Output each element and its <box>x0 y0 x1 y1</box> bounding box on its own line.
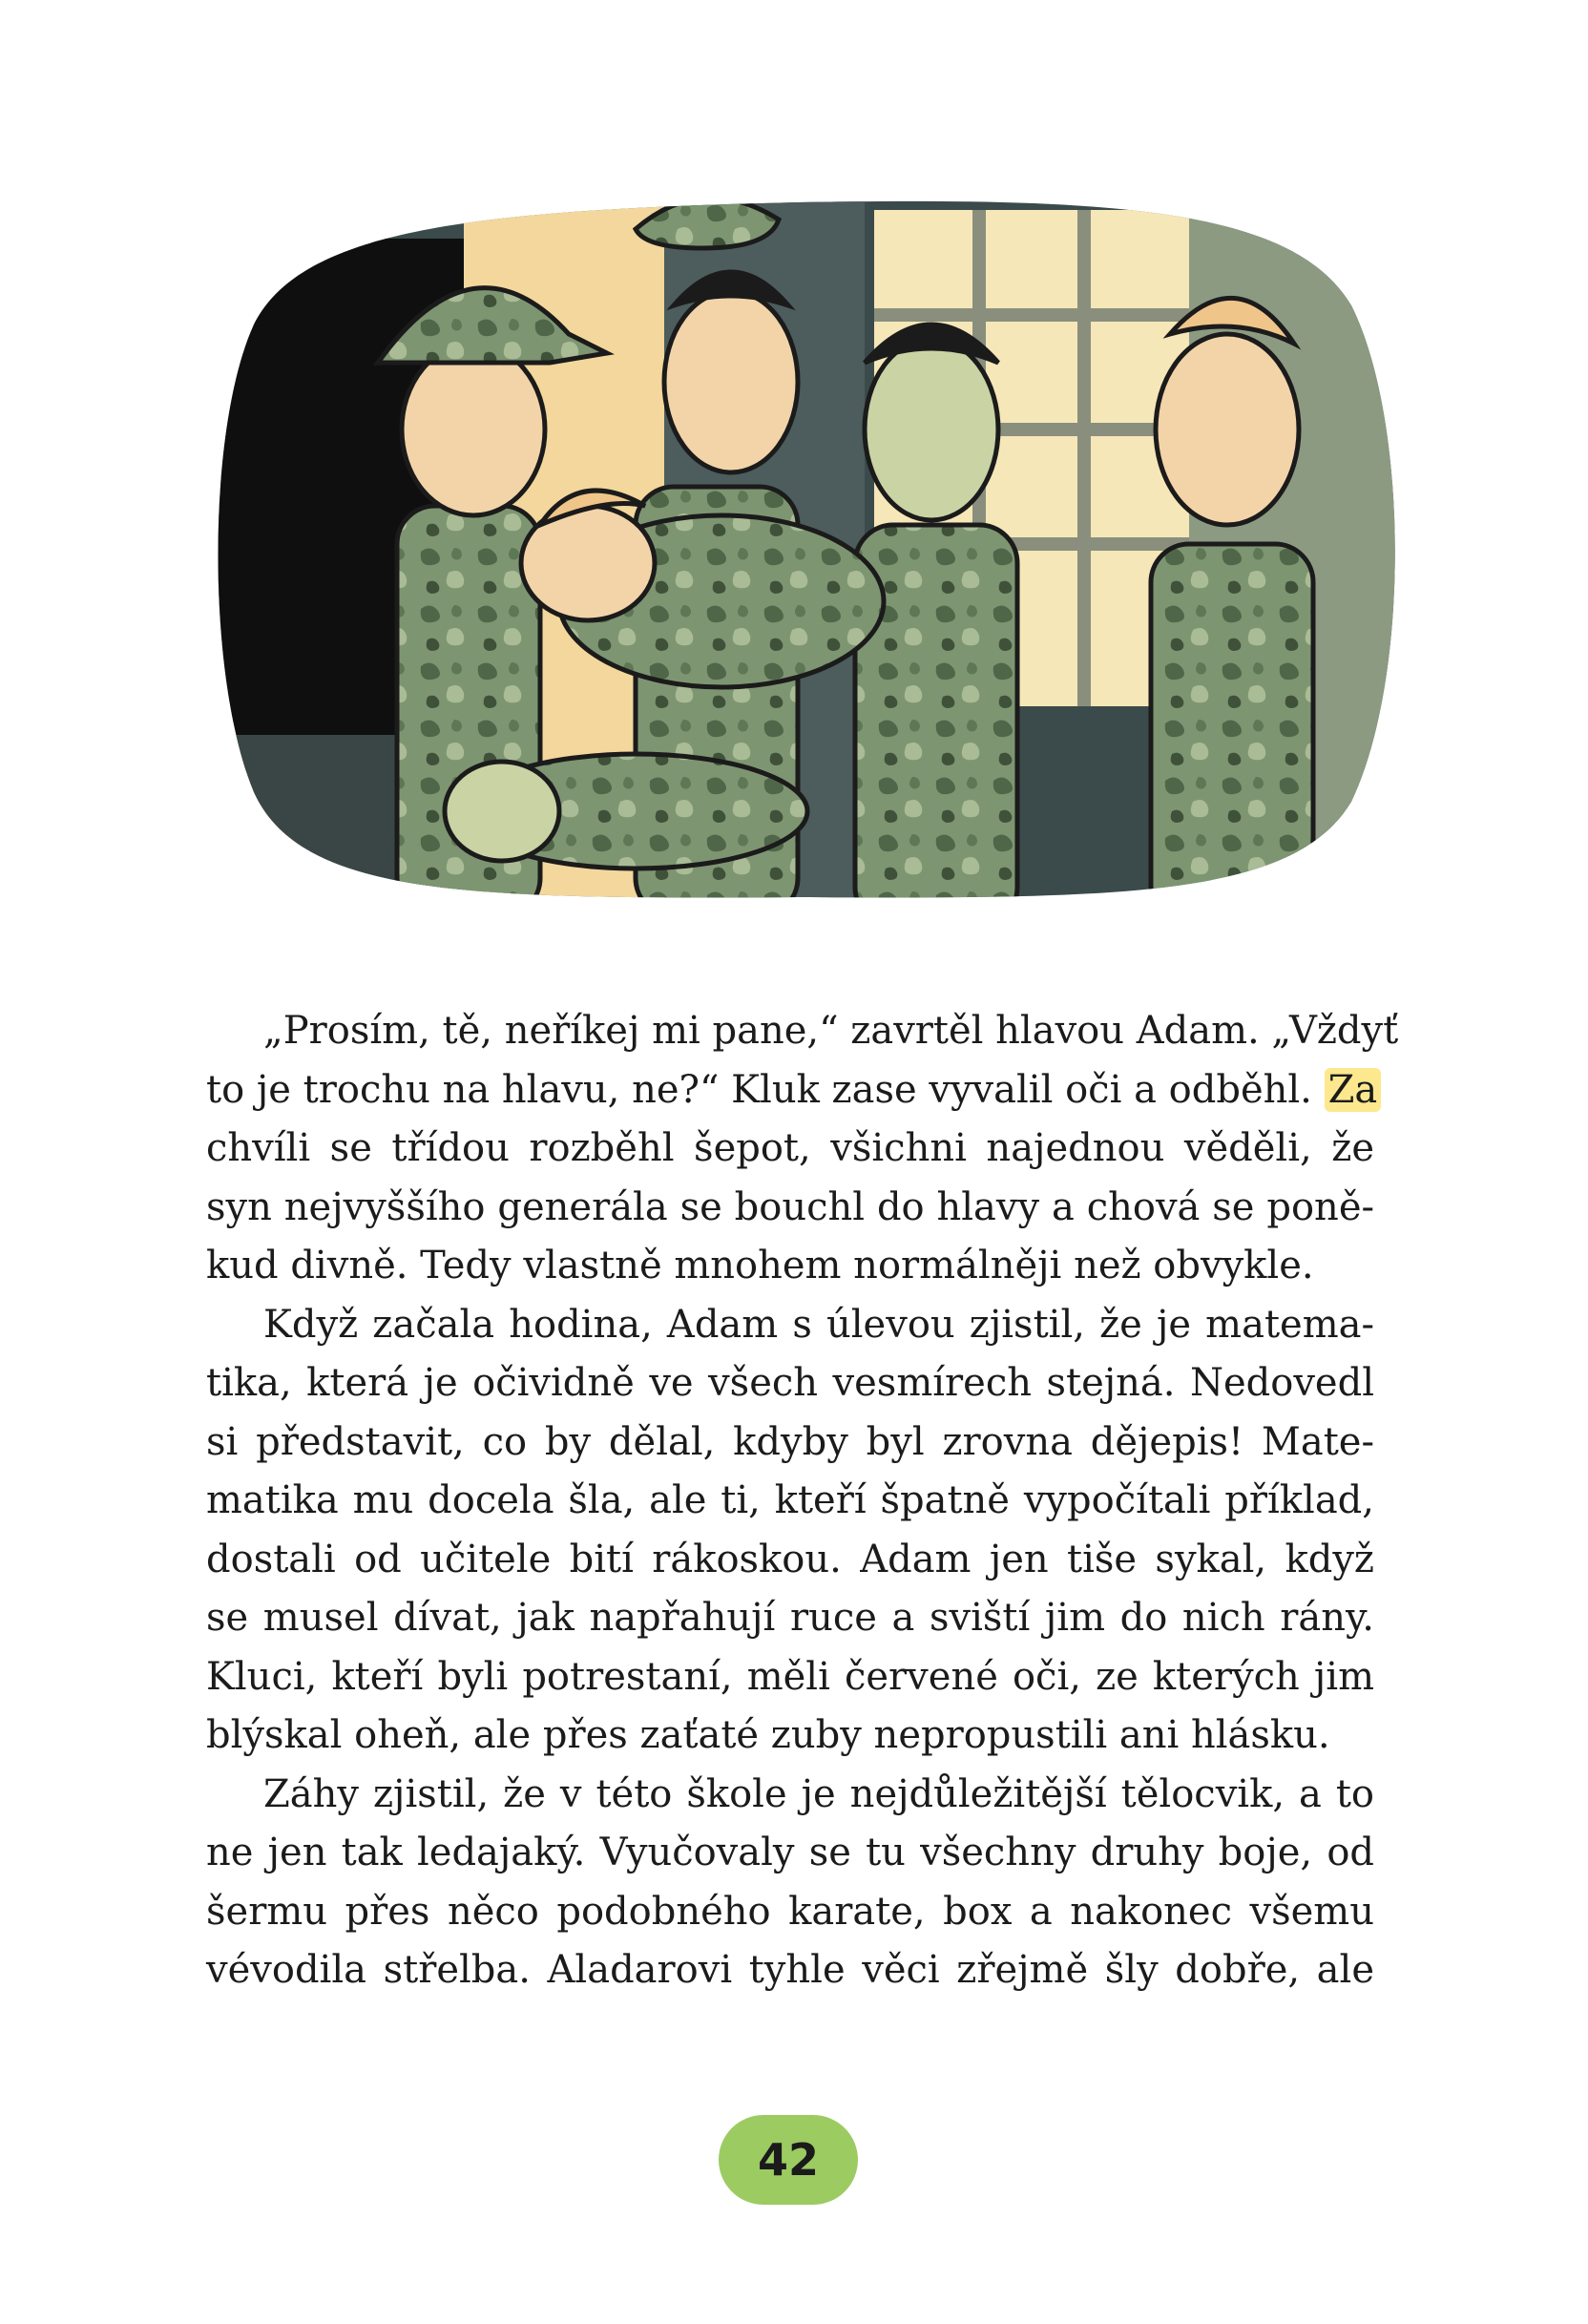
text-line: Záhy zjistil, že v této škole je nejdůležitější tělocvik, a to <box>263 1771 1374 1816</box>
highlighted-word: Za <box>1325 1068 1382 1112</box>
text-line <box>206 1061 1378 1120</box>
soldier-boys-classroom-illustration-icon <box>187 143 1405 912</box>
text-line: kud divně. Tedy vlastně mnohem normálněji než obvykle. <box>206 1244 1314 1288</box>
text-line: vévodila střelba. Aladarovi tyhle věci zřejmě šly dobře, ale <box>206 1948 1374 1992</box>
text-line: blýskal oheň, ale přes zaťaté zuby nepropustili ani hlásku. <box>206 1713 1330 1757</box>
text-line: „Prosím, tě, neříkej mi pane,“ zavrtěl hlavou Adam. „Vždyť <box>263 1009 1399 1053</box>
paragraph-3 <box>206 1766 1374 2000</box>
paragraph-1 <box>206 1002 1399 1296</box>
text-line: syn nejvyššího generála se bouchl do hlavy a chová se poně- <box>206 1184 1374 1229</box>
text-line: se musel dívat, jak napřahují ruce a sviští jim do nich rány. <box>206 1596 1374 1640</box>
text-line: Kluci, kteří byli potrestaní, měli červené oči, ze kterých jim <box>206 1654 1374 1699</box>
text-line: šermu přes něco podobného karate, box a nakonec všemu <box>206 1889 1374 1934</box>
text-line: dostali od učitele bití rákoskou. Adam jen tiše sykal, když <box>206 1537 1374 1581</box>
text-line: ne jen tak ledajaký. Vyučovaly se tu všechny druhy boje, od <box>206 1831 1374 1874</box>
text-line: si představit, co by dělal, kdyby byl zrovna dějepis! Mate- <box>206 1419 1374 1464</box>
text-line: matika mu docela šla, ale ti, kteří špatně vypočítali příklad, <box>206 1478 1374 1522</box>
text-line: Když začala hodina, Adam s úlevou zjistil, že je matema- <box>263 1302 1374 1347</box>
page-number: 42 <box>719 2115 858 2205</box>
text-line-part: to je trochu na hlavu, ne?“ Kluk zase vyvalil oči a odběhl. <box>206 1067 1312 1112</box>
body-text <box>206 1002 1399 2000</box>
chapter-illustration <box>187 143 1405 912</box>
paragraph-2 <box>206 1296 1374 1766</box>
text-line: tika, která je očividně ve všech vesmírech stejná. Nedovedl <box>206 1361 1374 1405</box>
text-line: chvíli se třídou rozběhl šepot, všichni najednou věděli, že <box>206 1126 1374 1170</box>
